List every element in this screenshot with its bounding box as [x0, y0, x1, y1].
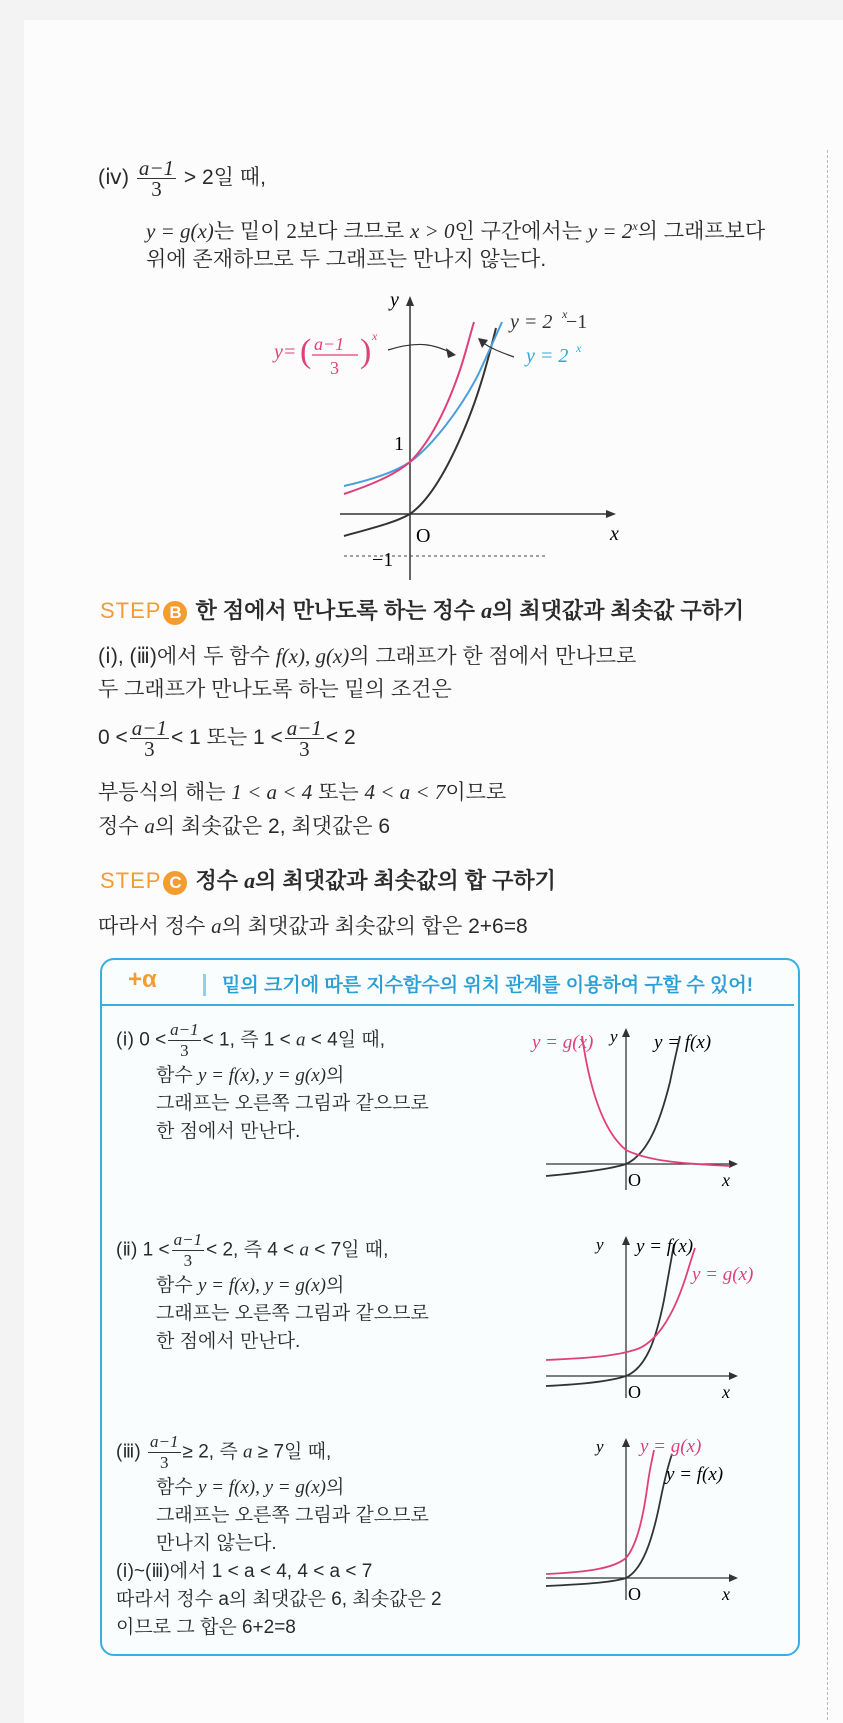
- case4-line1: y = g(x)는 밑이 2보다 크므로 x > 0인 구간에서는 $y = 2^x$의 그래프보다: [146, 219, 766, 243]
- step-c-badge: C: [163, 871, 187, 895]
- curve-g: [582, 1036, 730, 1166]
- y-arrow-icon: [622, 1236, 630, 1245]
- tip-case3-body1: 함수 y = f(x), y = g(x)의: [156, 1477, 345, 1498]
- svg-text:y = 2: y = 2: [526, 345, 569, 367]
- label-f: y = f(x): [636, 1236, 694, 1257]
- case4-line2: 위에 존재하므로 두 그래프는 만나지 않는다.: [146, 248, 547, 271]
- tip-case2-cond: (ⅱ) 1 < $\frac{a-1}{3}$ < 2, 즉 4 < a < 7일 때,: [116, 1230, 389, 1270]
- ineq-fraction: $\frac{a-1}{3}$: [286, 716, 322, 761]
- step-b-heading: STEP B 한 점에서 만나도록 하는 정수 a의 최댓값과 최솟값 구하기: [100, 598, 745, 623]
- origin-label: O: [628, 1584, 641, 1602]
- label-pink: [272, 329, 378, 378]
- x-label: x: [610, 523, 619, 545]
- tip-case3-body2: 그래프는 오른쪽 그림과 같으므로: [156, 1505, 429, 1526]
- tip-case2-body3: 한 점에서 만난다.: [156, 1331, 301, 1352]
- label-2x-minus-1: [508, 307, 587, 333]
- stepb-p2: 두 그래프가 만나도록 하는 밑의 조건은: [98, 678, 452, 701]
- tip-case1-body1: 함수 y = f(x), y = g(x)의: [156, 1065, 345, 1086]
- tip-fraction: $\frac{a-1}{3}$: [170, 1020, 199, 1060]
- curve-g: [546, 1248, 695, 1360]
- tick-minus-one: −1: [372, 549, 394, 571]
- svg-text:a−1: a−1: [314, 334, 345, 354]
- tip-title: 밑의 크기에 따른 지수함수의 위치 관계를 이용하여 구할 수 있어!: [222, 975, 754, 996]
- tip-case3-cond: (ⅲ) $\frac{a-1}{3}$ ≥ 2, 즉 a ≥ 7일 때,: [116, 1432, 332, 1472]
- tip-case1-cond: (ⅰ) 0 < $\frac{a-1}{3}$ < 1, 즉 1 < a < 4일 때,: [116, 1020, 386, 1060]
- tip-graph-3: [530, 1432, 770, 1602]
- ineq-fraction: $\frac{a-1}{3}$: [131, 716, 167, 761]
- plus-alpha-icon: +α: [128, 966, 157, 993]
- origin-label: O: [416, 525, 431, 547]
- label-f: y = f(x): [666, 1464, 724, 1485]
- pointer-pink: [388, 344, 452, 353]
- svg-text:y = 2: y = 2: [510, 311, 553, 333]
- stepb-p4: 정수 a의 최솟값은 2, 최댓값은 6: [98, 814, 391, 838]
- tip-graph-1: [530, 1022, 740, 1192]
- x-label: x: [722, 1382, 730, 1400]
- case4-fraction: $\frac{a-1}{3}$: [138, 156, 175, 201]
- svg-text:−1: −1: [566, 311, 588, 333]
- case4-condition: (ⅳ) $\frac{a-1}{3}$ > 2일 때,: [98, 156, 266, 201]
- origin-label: O: [628, 1170, 641, 1190]
- step-b-badge: B: [163, 601, 187, 625]
- tip-conclusion-3: 이므로 그 합은 6+2=8: [116, 1617, 296, 1638]
- tip-case2-body2: 그래프는 오른쪽 그림과 같으므로: [156, 1303, 429, 1324]
- curve-f: [546, 1244, 674, 1386]
- x-label: x: [722, 1170, 730, 1190]
- main-graph: [270, 290, 630, 590]
- x-arrow-icon: [729, 1160, 738, 1168]
- tip-case2-body1: 함수 y = f(x), y = g(x)의: [156, 1275, 345, 1296]
- label-g: y = g(x): [532, 1032, 594, 1053]
- tip-divider: [203, 974, 206, 996]
- stepb-p3: 부등식의 해는 1 < a < 4 또는 4 < a < 7이므로: [98, 780, 507, 804]
- tip-graph-2: [530, 1230, 770, 1400]
- x-arrow-icon: [606, 510, 616, 518]
- label-f: y = f(x): [654, 1032, 712, 1053]
- y-label: y: [596, 1437, 604, 1456]
- y-label: y: [390, 290, 399, 311]
- y-label: y: [596, 1235, 604, 1254]
- case-label: (ⅳ): [98, 166, 130, 190]
- svg-text:3: 3: [330, 358, 339, 378]
- svg-text:x: x: [576, 341, 582, 355]
- step-c-heading: STEP C 정수 a의 최댓값과 최솟값의 합 구하기: [100, 868, 556, 893]
- pointer-arrow-icon: [478, 338, 488, 348]
- tip-case1-body3: 한 점에서 만난다.: [156, 1121, 301, 1142]
- svg-text:x: x: [372, 329, 378, 343]
- x-arrow-icon: [729, 1372, 738, 1380]
- stepb-p1: (ⅰ), (ⅲ)에서 두 함수 f(x), g(x)의 그래프가 한 점에서 만나므로: [98, 644, 637, 668]
- x-label: x: [722, 1584, 730, 1602]
- y-arrow-icon: [622, 1028, 630, 1037]
- tick-one: 1: [394, 433, 404, 455]
- svg-text:x: x: [562, 307, 568, 321]
- stepc-p1: 따라서 정수 a의 최댓값과 최솟값의 합은 2+6=8: [98, 914, 528, 938]
- paren-left: (: [300, 333, 312, 370]
- curve-f: [546, 1036, 680, 1176]
- origin-label: O: [628, 1382, 641, 1400]
- svg-text:y=: y=: [274, 341, 297, 363]
- margin-dotted-line: [827, 150, 828, 1720]
- tip-fraction: $\frac{a-1}{3}$: [150, 1432, 179, 1472]
- label-g: y = g(x): [692, 1264, 754, 1285]
- pointer-arrow-icon: [446, 348, 456, 358]
- y-label: y: [610, 1027, 618, 1046]
- curve-g: [546, 1450, 654, 1574]
- tip-conclusion-2: 따라서 정수 a의 최댓값은 6, 최솟값은 2: [116, 1589, 442, 1610]
- tip-separator: [102, 1004, 794, 1006]
- y-arrow-icon: [622, 1438, 630, 1447]
- tip-case1-body2: 그래프는 오른쪽 그림과 같으므로: [156, 1093, 429, 1114]
- tip-conclusion-1: (ⅰ)~(ⅲ)에서 1 < a < 4, 4 < a < 7: [116, 1561, 373, 1582]
- label-g: y = g(x): [640, 1436, 702, 1457]
- tip-fraction: $\frac{a-1}{3}$: [173, 1230, 203, 1270]
- tip-case3-body3: 만나지 않는다.: [156, 1533, 277, 1554]
- stepb-inequality: 0 < $\frac{a-1}{3}$ < 1 또는 1 < $\frac{a-1}{3}$ < 2: [98, 716, 356, 761]
- label-2x: [524, 341, 582, 367]
- y-arrow-icon: [406, 296, 414, 306]
- x-arrow-icon: [729, 1574, 738, 1582]
- paren-right: ): [360, 333, 372, 370]
